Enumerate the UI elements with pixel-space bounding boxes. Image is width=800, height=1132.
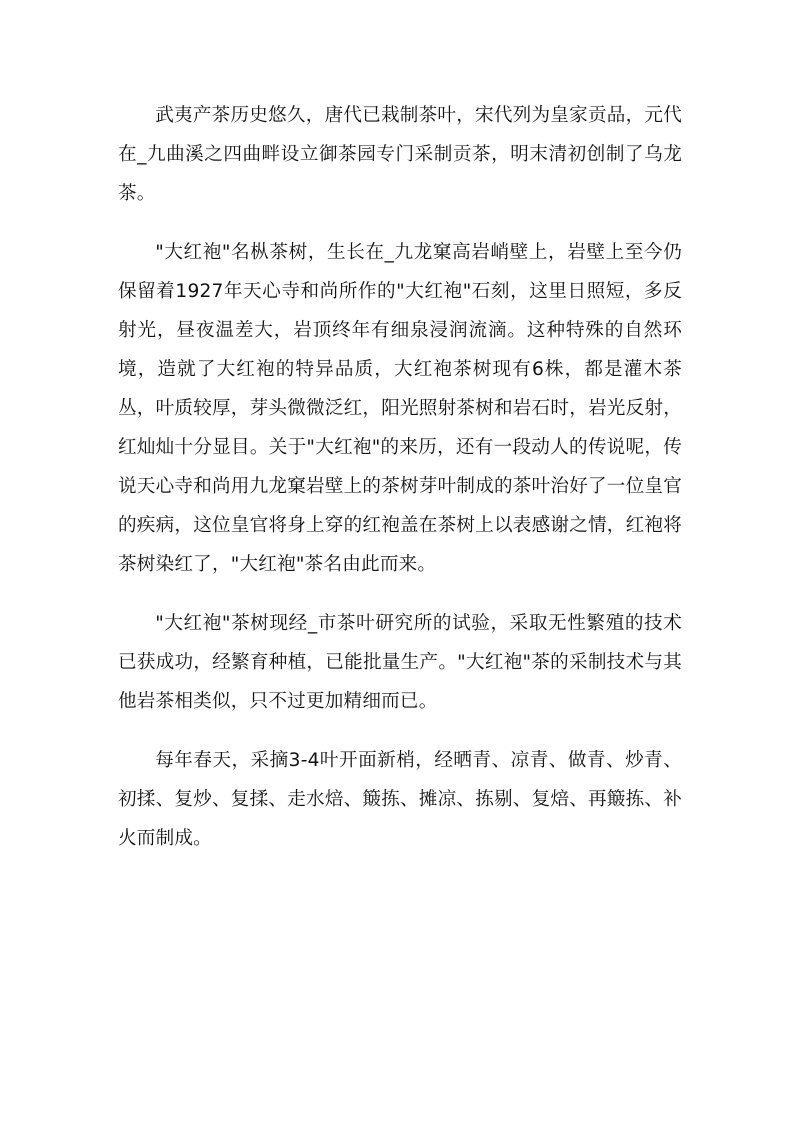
document-body [118, 96, 682, 878]
paragraph-tea-history: 武夷产茶历史悠久，唐代已栽制茶叶，宋代列为皇家贡品，元代在_九曲溪之四曲畔设立御茶园专门采制贡茶，明末清初创制了乌龙茶。 [118, 105, 682, 204]
paragraph-processing: 每年春天，采摘3-4叶开面新梢，经晒青、凉青、做青、炒青、初揉、复炒、复揉、走水焙、簸拣、摊凉、拣剔、复焙、再簸拣、补火而制成。 [118, 750, 682, 849]
paragraph-dahongpao-origin: "大红袍"名枞茶树，生长在_九龙窠高岩峭壁上，岩壁上至今仍保留着1927年天心寺和尚所作的"大红袍"石刻，这里日照短，多反射光，昼夜温差大，岩顶终年有细泉浸润流滴。这种特殊的自然环境，造就了大红袍的特异品质，大红袍茶树现有6株，都是灌木茶丛，叶质较厚，芽头微微泛红，阳光照射茶树和岩石时，岩光反射，红灿灿十分显目。关于"大红袍"的来历，还有一段动人的传说呢，传说天心寺和尚用九龙窠岩壁上的茶树芽叶制成的茶叶治好了一位皇官的疾病，这位皇官将身上穿的红袍盖在茶树上以表感谢之情，红袍将茶树染红了，"大红袍"茶名由此而来。 [118, 242, 682, 575]
paragraph-cultivation: "大红袍"茶树现经_市茶叶研究所的试验，采取无性繁殖的技术已获成功，经繁育种植，已能批量生产。"大红袍"茶的采制技术与其他岩茶相类似，只不过更加精细而已。 [118, 613, 682, 712]
